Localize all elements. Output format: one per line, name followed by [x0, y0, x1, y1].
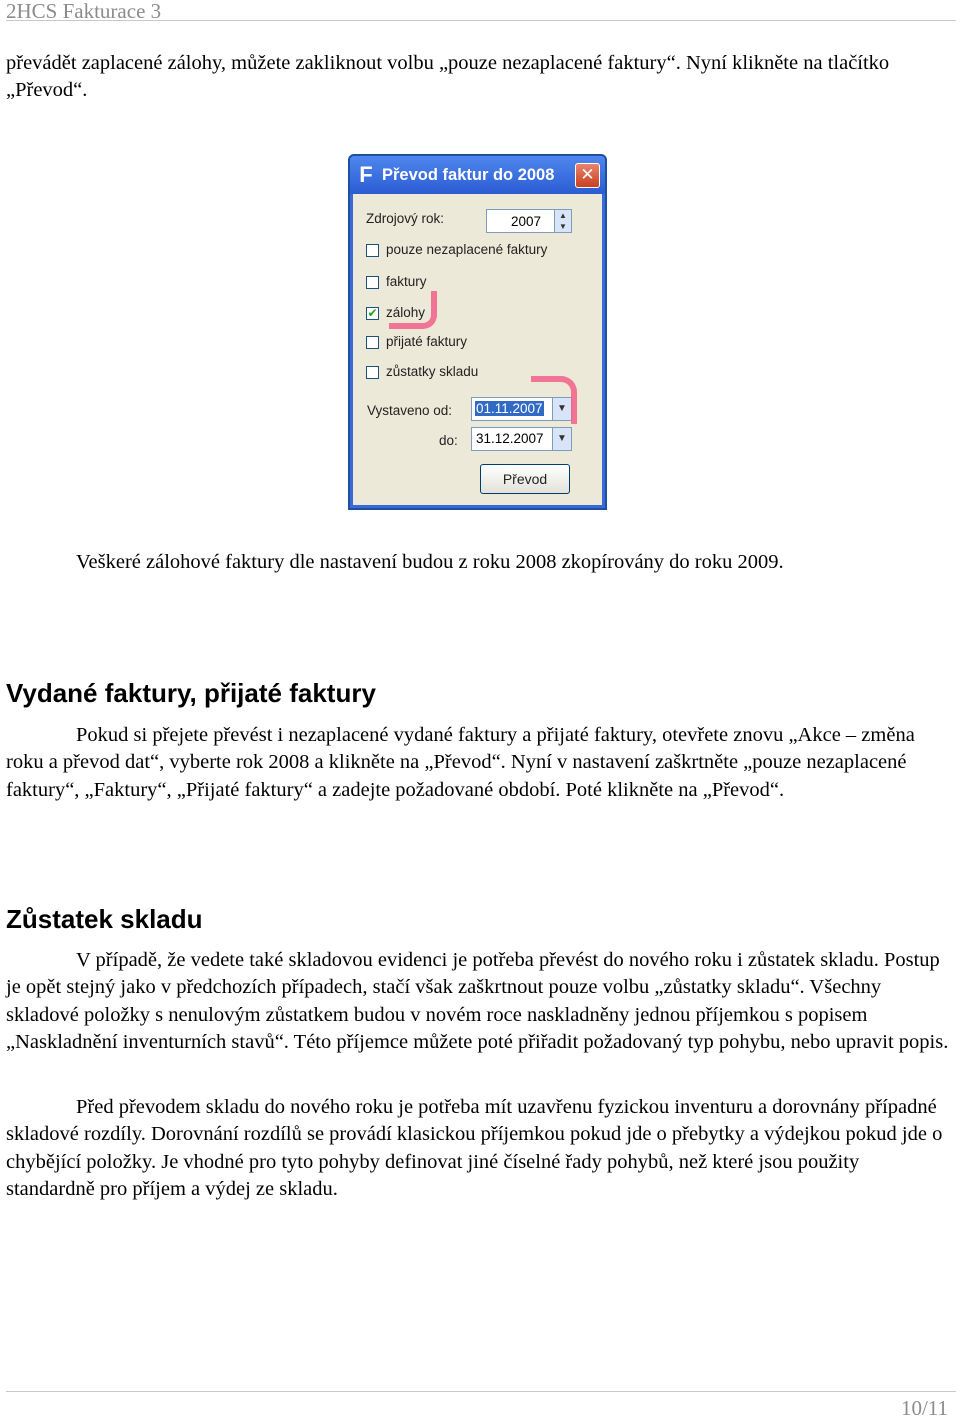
source-year-spinner[interactable] [486, 209, 572, 233]
prevod-dialog [348, 154, 607, 510]
to-label: do: [439, 433, 458, 448]
prevod-button[interactable]: Převod [480, 464, 570, 494]
option-received-invoices-label: přijaté faktury [386, 334, 468, 349]
section-heading-stock: Zůstatek skladu [6, 904, 203, 934]
option-unpaid-only-label: pouze nezaplacené faktury [386, 242, 548, 257]
checkbox-received-invoices[interactable] [366, 336, 379, 349]
source-year-label: Zdrojový rok: [366, 211, 445, 226]
page-header-title: 2HCS Fakturace 3 [6, 0, 162, 23]
section-heading-invoices: Vydané faktury, přijaté faktury [6, 678, 376, 708]
checkbox-stock-balances[interactable] [366, 366, 379, 379]
section-stock-paragraph-1: V případě, že vedete také skladovou evidenci je potřeba převést do nového roku i zůstatek skladu. Postup je opět stejný jako v předchozích případech, stačí však zaškrtnout pouze volbu „zůstatky skladu“. Všechny skladové položky s nenulovým zůstatkem budou v novém roce naskladněny jednou příjemkou s popisem „Naskladnění inventurních stavů“. Této příjemce můžete poté přiřadit požadovaný typ pohybu, nebo upravit popis. [6, 949, 949, 1053]
highlight-mark-deposits [389, 291, 437, 329]
dropdown-arrow-icon[interactable]: ▼ [552, 398, 571, 420]
option-deposits-label: zálohy [386, 305, 426, 320]
dropdown-arrow-icon[interactable]: ▼ [552, 428, 571, 450]
close-button[interactable]: ✕ [575, 163, 600, 188]
dialog-titlebar [350, 156, 605, 194]
highlight-mark-date [531, 376, 577, 424]
app-icon: F [359, 162, 373, 187]
issued-from-date-value: 01.11.2007 [476, 401, 543, 416]
after-dialog-paragraph: Veškeré zálohové faktury dle nastavení budou z roku 2008 zkopírovány do roku 2009. [76, 551, 784, 573]
option-invoices-label: faktury [386, 274, 427, 289]
source-year-value: 2007 [511, 214, 542, 229]
section-stock-paragraph-2: Před převodem skladu do nového roku je potřeba mít uzavřenu fyzickou inventuru a dorovnány případné skladové rozdíly. Dorovnání rozdílů se provádí klasickou příjemkou pokud jde o přebytky a výdejkou pokud jde o chybějící položky. Je vhodné pro tyto pohyby definovat jiné číselné řady pohybů, než které jsou použity standardně pro příjem a výdej ze skladu. [6, 1096, 943, 1200]
spinner-arrows-icon[interactable]: ▲ ▼ [554, 210, 571, 232]
issued-from-label: Vystaveno od: [367, 403, 453, 418]
section-invoices-paragraph: Pokud si přejete převést i nezaplacené vydané faktury a přijaté faktury, otevřete znovu „Akce – změna roku a převod dat“, vyberte rok 2008 a klikněte na „Převod“. Nyní v nastavení zaškrtněte „pouze nezaplacené faktury“, „Faktury“, „Přijaté faktury“ a zadejte požadované období. Poté klikněte na „Převod“. [6, 724, 915, 801]
option-stock-balances-label: zůstatky skladu [386, 364, 479, 379]
checkbox-unpaid-only[interactable] [366, 244, 379, 257]
header-divider [6, 20, 956, 21]
checkbox-deposits[interactable]: ✔ [367, 306, 378, 320]
dialog-client-area [353, 194, 602, 505]
dialog-title: Převod faktur do 2008 [382, 166, 555, 184]
checkbox-invoices[interactable] [366, 276, 379, 289]
page-number: 10/11 [900, 1396, 948, 1420]
to-date-value: 31.12.2007 [476, 431, 544, 446]
footer-divider [6, 1391, 956, 1392]
intro-paragraph: převádět zaplacené zálohy, můžete zakliknout volbu „pouze nezaplacené faktury“. Nyní klikněte na tlačítko „Převod“. [6, 52, 890, 102]
to-date-field[interactable] [471, 427, 572, 451]
